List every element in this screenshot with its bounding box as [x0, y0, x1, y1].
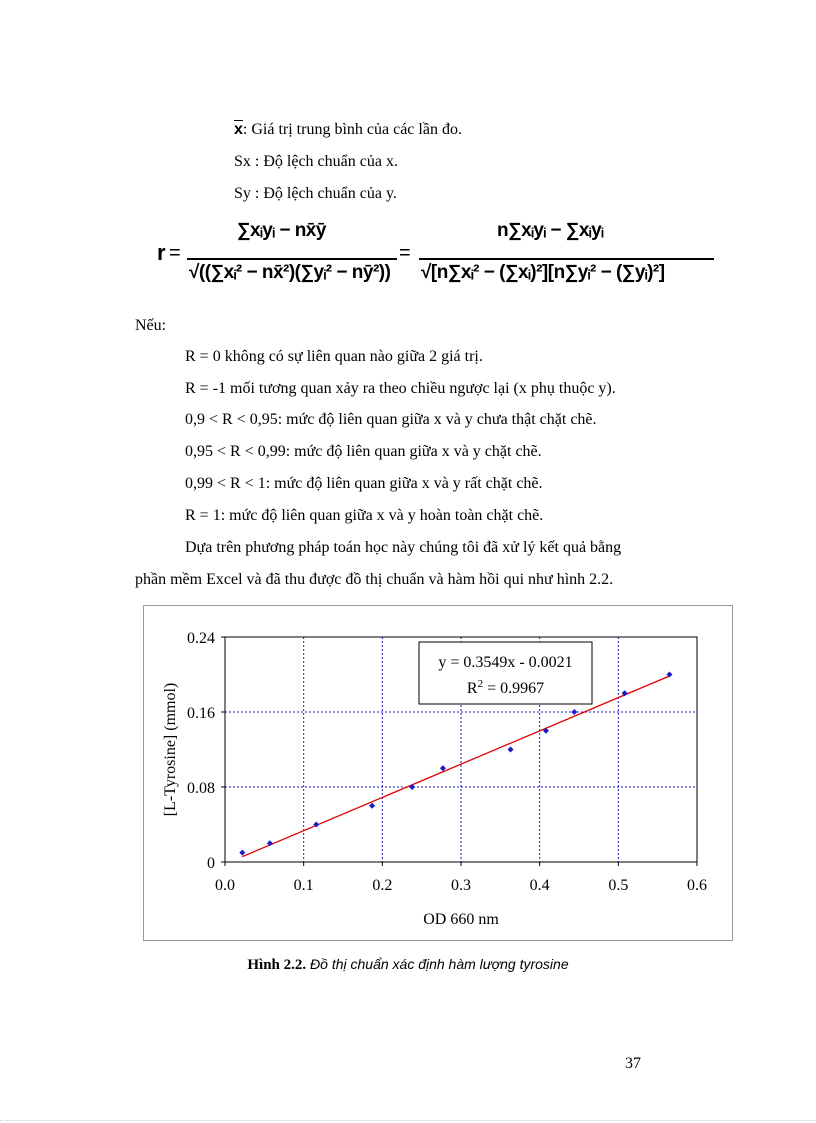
- page-number: 37: [625, 1055, 641, 1072]
- fraction-bar-2: [419, 258, 714, 260]
- y-tick-label: 0: [207, 855, 215, 872]
- data-point: [571, 709, 577, 715]
- correlation-formula: [155, 210, 725, 300]
- data-point: [239, 850, 245, 856]
- definition-text: : Độ lệch chuẩn của x.: [250, 153, 398, 170]
- definition-xbar: [234, 120, 462, 140]
- y-axis-label: [L-Tyrosine] (mmol): [162, 682, 179, 817]
- y-tick-label: 0.16: [187, 705, 215, 722]
- x-tick-label: 0.2: [372, 877, 393, 894]
- paragraph-line: Dựa trên phương pháp toán học này chúng tôi đã xử lý kết quả bằng: [185, 539, 622, 556]
- definition-symbol: Sx: [234, 153, 251, 170]
- definition-sy: [234, 184, 397, 204]
- formula-denominator-2: √[n∑xᵢ² − (∑xᵢ)²][n∑yᵢ² − (∑yᵢ)²]: [421, 262, 665, 283]
- fraction-bar-1: [187, 258, 397, 260]
- x-tick-label: 0.1: [293, 877, 314, 894]
- definition-text: : Giá trị trung bình của các lần đo.: [242, 121, 462, 138]
- formula-equals: =: [169, 242, 181, 264]
- definition-sx: [234, 152, 398, 172]
- figure-caption: [0, 956, 816, 974]
- x-tick-label: 0.3: [451, 877, 471, 894]
- condition-item: R = 0 không có sự liên quan nào giữa 2 giá trị.: [185, 348, 483, 365]
- x-tick-label: 0.5: [608, 877, 629, 894]
- condition-item: 0,9 < R < 0,95: mức độ liên quan giữa x và y chưa thật chặt chẽ.: [185, 411, 597, 428]
- definition-text: : Độ lệch chuẩn của y.: [250, 185, 397, 202]
- caption-label: Hình 2.2.: [247, 957, 307, 973]
- y-tick-label: 0.24: [187, 630, 215, 647]
- formula-denominator-1: √((∑xᵢ² − nx̄²)(∑yᵢ² − nȳ²)): [189, 262, 391, 283]
- formula-lhs: r: [157, 240, 166, 265]
- definition-symbol: Sy: [234, 185, 251, 202]
- trendline-equation: y = 0.3549x - 0.0021: [438, 654, 573, 671]
- xbar-symbol: $\overline{x}$: [234, 121, 243, 138]
- r-squared-value: $R^2 = 0.9967$: [466, 678, 545, 697]
- x-tick-label: 0.4: [529, 877, 550, 894]
- data-point: [508, 747, 514, 753]
- chart-container: [143, 605, 733, 941]
- y-tick-label: 0.08: [187, 780, 215, 797]
- x-tick-label: 0.6: [687, 877, 707, 894]
- conditions-intro: Nếu:: [135, 317, 167, 334]
- condition-item: R = -1 mối tương quan xảy ra theo chiều ngược lại (x phụ thuộc y).: [185, 380, 616, 397]
- formula-numerator-1: ∑xᵢyᵢ − nx̄ȳ: [237, 220, 326, 241]
- standard-curve-chart: [144, 606, 732, 940]
- formula-equals: =: [399, 242, 411, 264]
- condition-item: 0,95 < R < 0,99: mức độ liên quan giữa x và y chặt chẽ.: [185, 443, 542, 460]
- paragraph-line: phần mềm Excel và đã thu được đồ thị chuẩn và hàm hồi qui như hình 2.2.: [135, 571, 614, 588]
- formula-numerator-2: n∑xᵢyᵢ − ∑xᵢyᵢ: [497, 220, 604, 241]
- page-footer-rule: [0, 1120, 816, 1121]
- x-axis-label: OD 660 nm: [423, 911, 499, 928]
- caption-text: Đồ thị chuẩn xác định hàm lượng tyrosine: [306, 956, 569, 972]
- data-point: [369, 803, 375, 809]
- x-tick-label: 0.0: [215, 877, 235, 894]
- data-point: [409, 784, 415, 790]
- condition-item: R = 1: mức độ liên quan giữa x và y hoàn toàn chặt chẽ.: [185, 507, 544, 524]
- condition-item: 0,99 < R < 1: mức độ liên quan giữa x và y rất chặt chẽ.: [185, 475, 543, 492]
